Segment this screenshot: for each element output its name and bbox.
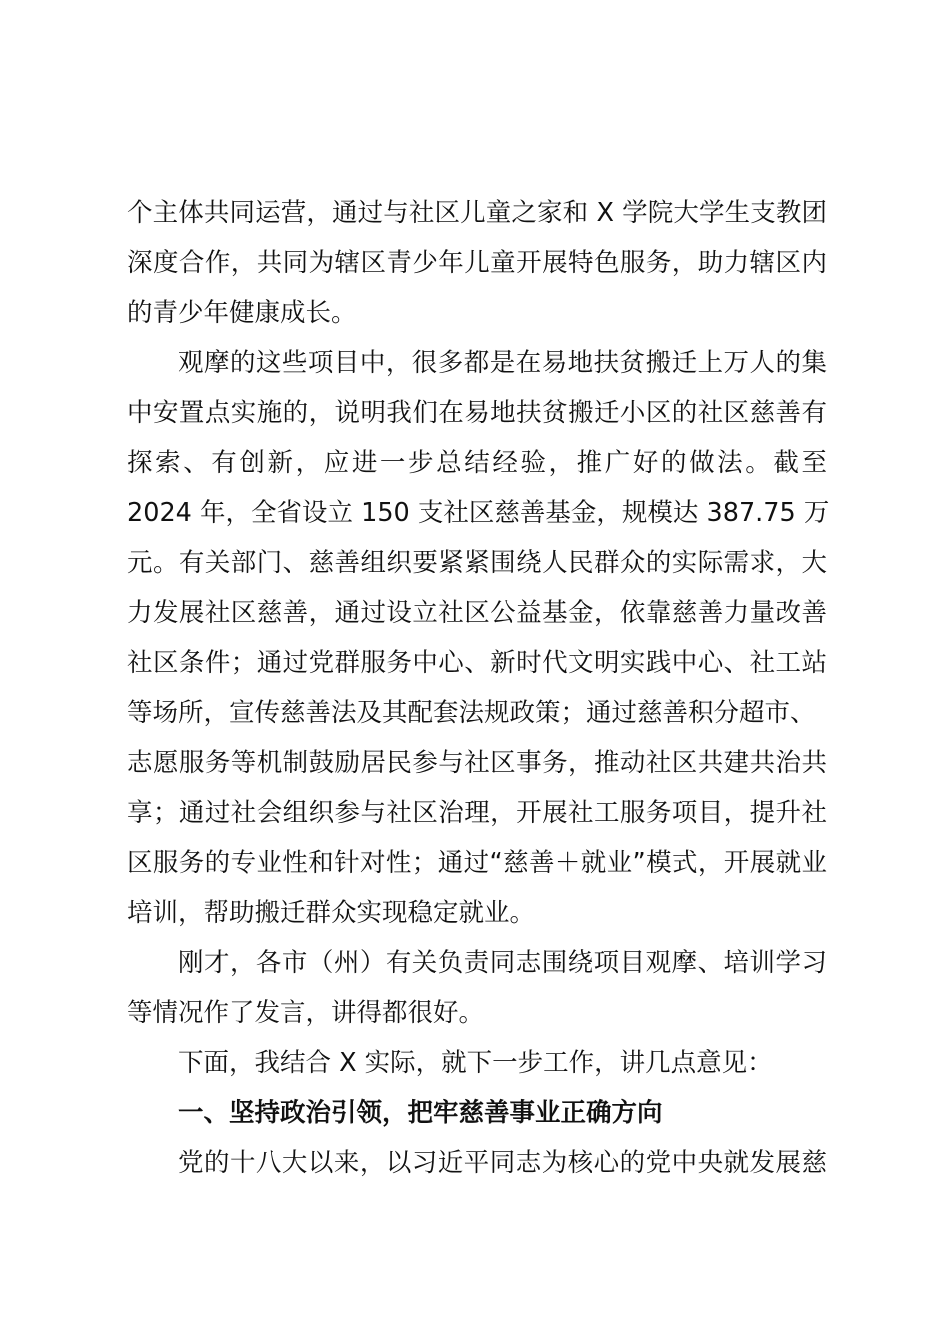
text-line: 中安置点实施的，说明我们在易地扶贫搬迁小区的社区慈善有 — [127, 398, 827, 428]
text-line: 深度合作，共同为辖区青少年儿童开展特色服务，助力辖区内 — [127, 248, 827, 278]
text-line: 社区条件；通过党群服务中心、新时代文明实践中心、社工站 — [127, 648, 827, 678]
section-heading: 一、坚持政治引领，把牢慈善事业正确方向 — [178, 1098, 663, 1128]
paragraph-first-line: 观摩的这些项目中，很多都是在易地扶贫搬迁上万人的集 — [178, 348, 827, 378]
text-line: 享；通过社会组织参与社区治理，开展社工服务项目，提升社 — [127, 798, 827, 828]
text-line: 2024 年，全省设立 150 支社区慈善基金，规模达 387.75 万 — [127, 498, 830, 528]
text-line: 志愿服务等机制鼓励居民参与社区事务，推动社区共建共治共 — [127, 748, 827, 778]
paragraph-first-line: 党的十八大以来，以习近平同志为核心的党中央就发展慈 — [178, 1148, 827, 1178]
text-line: 等情况作了发言，讲得都很好。 — [127, 998, 485, 1028]
text-line: 的青少年健康成长。 — [127, 298, 357, 328]
text-line: 力发展社区慈善，通过设立社区公益基金，依靠慈善力量改善 — [127, 598, 827, 628]
text-line: 探索、有创新，应进一步总结经验，推广好的做法。截至 — [127, 448, 827, 478]
paragraph-first-line: 刚才，各市（州）有关负责同志围绕项目观摩、培训学习 — [178, 948, 827, 978]
text-line: 个主体共同运营，通过与社区儿童之家和 X 学院大学生支教团 — [127, 198, 827, 228]
paragraph-first-line: 下面，我结合 X 实际，就下一步工作，讲几点意见： — [178, 1048, 773, 1078]
text-line: 等场所，宣传慈善法及其配套法规政策；通过慈善积分超市、 — [127, 698, 816, 728]
text-line: 元。有关部门、慈善组织要紧紧围绕人民群众的实际需求，大 — [127, 548, 827, 578]
text-line: 区服务的专业性和针对性；通过“慈善＋就业”模式，开展就业 — [127, 848, 827, 878]
text-line: 培训，帮助搬迁群众实现稳定就业。 — [127, 898, 536, 928]
